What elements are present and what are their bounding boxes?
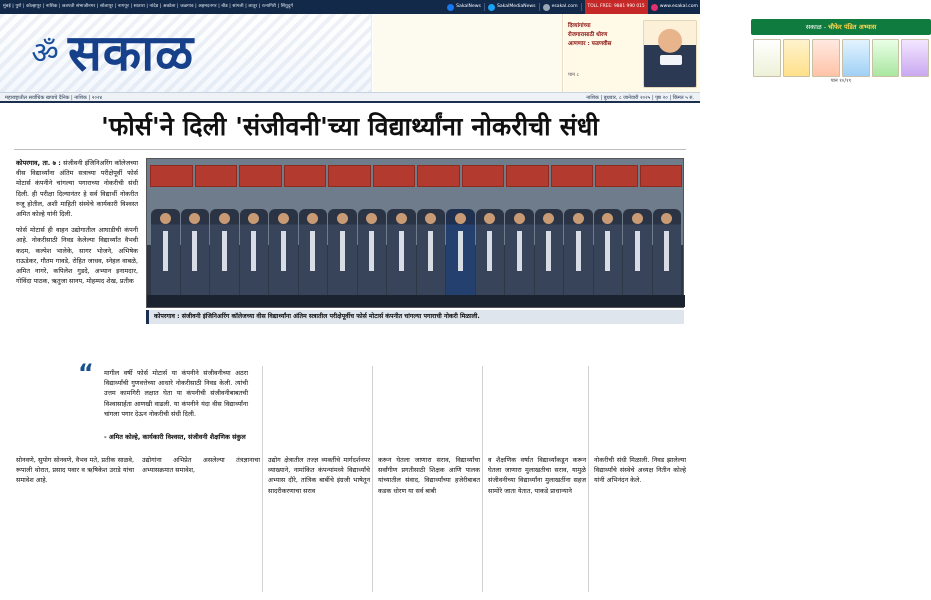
masthead-promo[interactable] — [564, 14, 700, 92]
facebook-icon — [447, 4, 454, 11]
top-social-bar — [0, 0, 700, 14]
website-link[interactable] — [543, 0, 578, 14]
instagram-icon — [651, 4, 658, 11]
promo-page-ref: पान ८ — [568, 72, 580, 78]
article-headline: 'फोर्स'ने दिली 'संजीवनी'च्या विद्यार्थ्यांना नोकरीची संधी — [101, 112, 599, 141]
twitter-label: SakalMediaNews — [496, 4, 536, 9]
advert-page-ref: पान १०/११ — [830, 78, 852, 84]
promo-line-1: दिव्यांगांच्या — [568, 23, 591, 29]
article-dateline-paragraph — [16, 158, 138, 219]
promo-line-2: रोजगारासाठी धोरण — [568, 32, 608, 38]
article-bottom-column-3: उद्योग क्षेत्रातील तज्ज्ञ व्यक्तींचे मार्गदर्शनपर व्याख्याने, नामांकित कंपन्यांमध्ये विद्यार्थ्यांचे अभ्यास दौरे, तांत्रिक बाबींचे इंग्रजी भाषेतून सादरीकरणाचा सराव — [268, 456, 370, 495]
column-divider — [372, 366, 373, 592]
edition-tagline: महाराष्ट्रातील सर्वाधिक खपाचे दैनिक | नाशिक | २०२४ — [5, 95, 103, 101]
website-label: esakal.com — [551, 4, 578, 9]
tollfree-badge[interactable]: TOLL FREE: 9881 990 015 — [585, 0, 648, 15]
article-column-1 — [16, 158, 138, 292]
column-divider — [482, 366, 483, 592]
instagram-link[interactable] — [651, 0, 698, 14]
edition-strip — [0, 92, 700, 103]
promo-line-3: आणणार : फडणवीस — [568, 41, 612, 47]
facebook-link[interactable] — [447, 0, 481, 14]
article-bottom-column-1: सोनवणे, सुयोग सोनवणे, वैभव मते, प्रतीक साळवे, रूपाली थोरात, प्रसाद पवार व ऋषिकेश उराडे यांचा समावेश आहे. — [16, 456, 134, 485]
headline-rule — [14, 149, 686, 150]
divider — [484, 3, 485, 11]
column-divider — [262, 366, 263, 592]
twitter-icon — [488, 4, 495, 11]
quote-text: मागील वर्षी फोर्स मोटार्स या कंपनीने संजीवनीच्या अठरा विद्यार्थ्यांची गुणवत्तेच्या आधारे नोकरीसाठी निवड केली. त्यांची उत्तम कामगिरी लक्षात घेता या कंपनीची संजीवनीबाबतची विश्वासार्हता आणखी वाढली. या कंपनीने यंदा वीस विद्यार्थ्यांना चांगला पगार देऊन नोकरीची संधी दिली. — [104, 369, 248, 418]
promo-text — [568, 22, 642, 49]
globe-icon — [543, 4, 550, 11]
advert-books-image — [753, 37, 929, 77]
twitter-link[interactable] — [488, 0, 536, 14]
article-lead-2: फोर्स मोटार्स ही वाहन उद्योगातील आघाडीची कंपनी आहे. नोकरीसाठी निवड केलेल्या विद्यार्थ्यांत वैभवी कदम, कल्पेश भालेके, सागर भोजने, अभिषेक राऊडेकर, गौतम गावडे, रोहित जाधव, स्नेहल वाबळे, अमित नागरे, कपिलेश गुडदे, अभ्यान इनामदार, गोविंदा पाठक, ऋतुजा सानप, मोहम्मद शेख, प्रतीक — [16, 226, 138, 286]
photo-group-of-students — [147, 195, 685, 307]
facebook-label: SakalNews — [456, 4, 481, 9]
photo-backdrop-banner — [147, 165, 685, 187]
masthead-logo-area — [0, 14, 372, 92]
photo-floor — [147, 295, 685, 307]
article-bottom-column-4: करून घेतला जाणारा सराव, विद्यार्थ्यांचा सर्वांगीण प्रगतीसाठी शिक्षक आणि पालक यांच्यातील संवाद, विद्यार्थ्यांच्या हजेरीबाबत कडक धोरण या सर्व बाबी — [378, 456, 480, 495]
column-divider — [588, 366, 589, 592]
advert-band-prefix: सकाळ - — [805, 23, 827, 31]
masthead — [0, 14, 877, 92]
article-photo — [146, 158, 684, 308]
city-ticker: मुंबई | पुणे | कोल्हापूर | नाशिक | छत्रपती संभाजीनगर | सोलापूर | नागपूर | सातारा | नांदेड | अकोला | जळगाव | अहमदनगर | बीड | सांगली | लातूर | रत्नागिरी | सिंधुदुर्ग — [3, 4, 294, 9]
photo-caption: कोपरगाव : संजीवनी इंजिनिअरिंग कॉलेजच्या वीस विद्यार्थ्यांना अंतिम सत्रातील परीक्षेपूर्वीच फोर्स मोटार्स कंपनीत चांगल्या पगाराची नोकरी मिळाली. — [146, 310, 684, 324]
article-bottom-column-5: व शैक्षणिक वर्षात विद्यार्थ्यांकडून करून घेतला जाणारा मुलाखतीचा सराव, यामुळे संजीवनीच्या विद्यार्थ्यांना मुलाखतींना सहज सामोरे जाता येतात, याकडे प्राधान्याने — [488, 456, 586, 495]
edition-date: नाशिक | बुधवार, ८ जानेवारी २०२५ | पृष्ठ २० | किंमत ५ रु. — [586, 95, 694, 101]
advert-band-highlight: चौफेर पंडित अभ्यास — [828, 23, 877, 31]
article-bottom-column-6: नोकरीची संधी मिळाली. निवड झालेल्या विद्यार्थ्यांचे संस्थेचे अध्यक्ष नितीन कोल्हे यांनी अभिनंदन केले. — [594, 456, 686, 485]
article-bottom-column-2: उद्योगांना अभिप्रेत असलेल्या तंत्रज्ञानाचा अभ्यासक्रमात समावेश, — [142, 456, 260, 475]
article-dateline: कोपरगाव, ता. ७ : — [16, 159, 61, 167]
sakal-emblem-icon: ॐ — [31, 36, 59, 71]
page-title: सकाळ — [68, 24, 195, 82]
instagram-label: www.esakal.com — [659, 4, 698, 9]
social-links[interactable] — [447, 0, 698, 14]
politician-photo — [643, 20, 697, 88]
quote-attribution: - अमित कोल्हे, कार्यकारी विश्वस्त, संजीवनी शैक्षणिक संकुल — [104, 433, 246, 441]
divider — [581, 3, 582, 11]
divider — [539, 3, 540, 11]
article-lead-1: संजीवनी इंजिनिअरिंग कॉलेजच्या वीस विद्यार्थ्यांना अंतिम सत्राच्या परीक्षेपूर्वी फोर्स मोटार्स कंपनीने चांगल्या पगाराच्या नोकरीची संधी दिली. ही परीक्षा दिल्यानंतर हे सर्व विद्यार्थी नोकरीत रुजू होतील, अशी माहिती संस्थेचे कार्यकारी विश्वस्त अमित कोल्हे यांनी दिली. — [16, 159, 138, 219]
quote-mark-icon: “ — [78, 359, 94, 387]
advert-band — [751, 19, 931, 35]
